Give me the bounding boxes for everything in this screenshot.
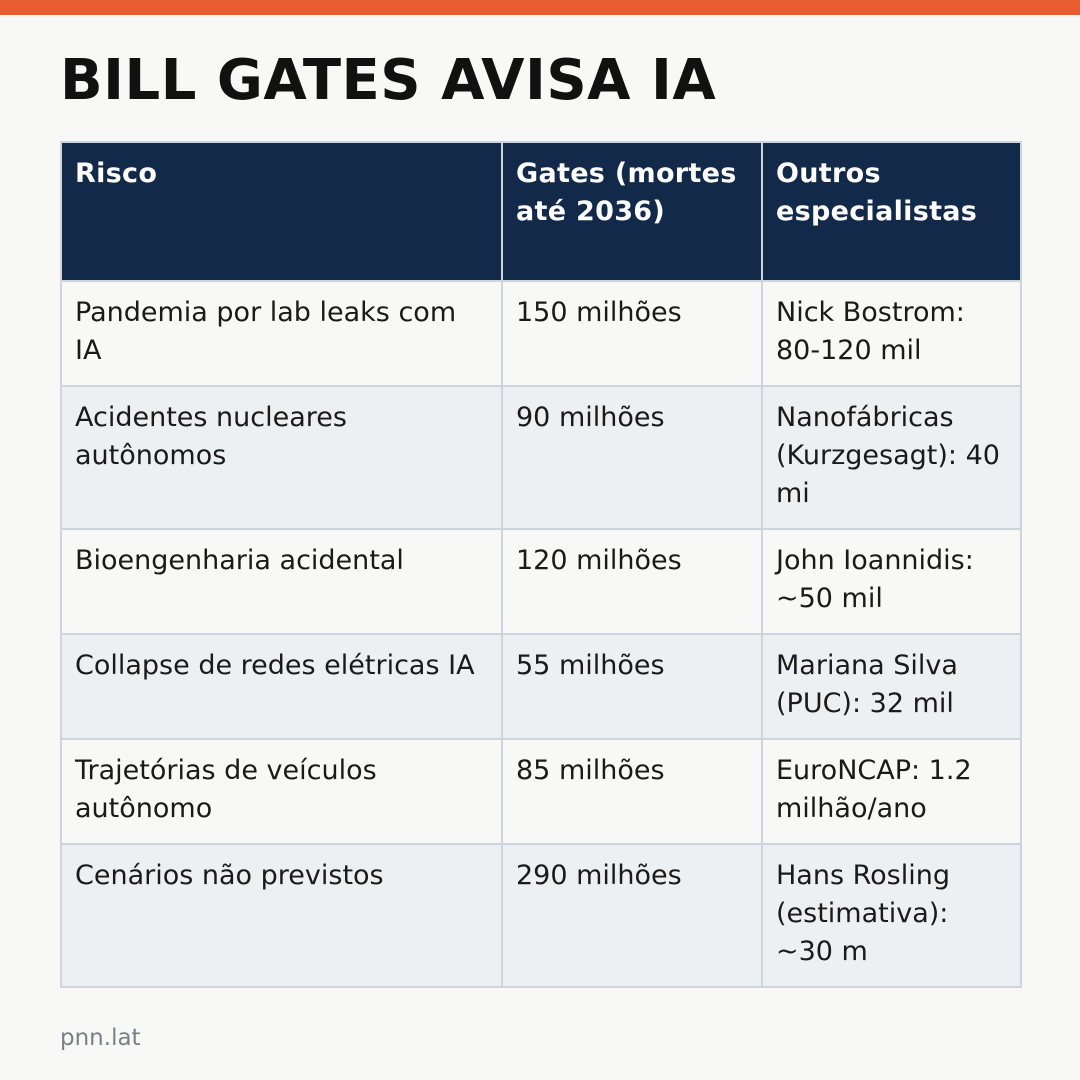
gates-cell: 290 milhões: [502, 844, 762, 987]
experts-cell: John Ioannidis: ~50 mil: [762, 529, 1021, 634]
header-risk: Risco: [61, 142, 502, 281]
table-row: [61, 739, 1021, 844]
risk-cell: Cenários não previstos: [61, 844, 502, 987]
table-header-row: [61, 142, 1021, 281]
gates-cell: 120 milhões: [502, 529, 762, 634]
table-row: [61, 634, 1021, 739]
gates-cell: 150 milhões: [502, 281, 762, 386]
risk-cell: Acidentes nucleares autônomos: [61, 386, 502, 529]
risk-cell: Collapse de redes elétricas IA: [61, 634, 502, 739]
table-row: [61, 844, 1021, 987]
gates-cell: 85 milhões: [502, 739, 762, 844]
experts-cell: Hans Rosling (estimativa): ~30 m: [762, 844, 1021, 987]
risk-cell: Pandemia por lab leaks com IA: [61, 281, 502, 386]
table-row: [61, 281, 1021, 386]
risk-table: [60, 141, 1022, 988]
risk-cell: Trajetórias de veículos autônomo: [61, 739, 502, 844]
gates-cell: 90 milhões: [502, 386, 762, 529]
experts-cell: Nanofábricas (Kurzgesagt): 40 mi: [762, 386, 1021, 529]
table-row: [61, 386, 1021, 529]
experts-cell: Nick Bostrom: 80-120 mil: [762, 281, 1021, 386]
top-accent-bar: [0, 0, 1080, 15]
risk-cell: Bioengenharia acidental: [61, 529, 502, 634]
gates-cell: 55 milhões: [502, 634, 762, 739]
experts-cell: EuroNCAP: 1.2 milhão/ano: [762, 739, 1021, 844]
header-other-experts: Outros especialistas: [762, 142, 1021, 281]
header-gates: Gates (mortes até 2036): [502, 142, 762, 281]
experts-cell: Mariana Silva (PUC): 32 mil: [762, 634, 1021, 739]
page-title: BILL GATES AVISA IA: [60, 48, 717, 113]
source-footer: pnn.lat: [60, 1025, 141, 1051]
table-row: [61, 529, 1021, 634]
